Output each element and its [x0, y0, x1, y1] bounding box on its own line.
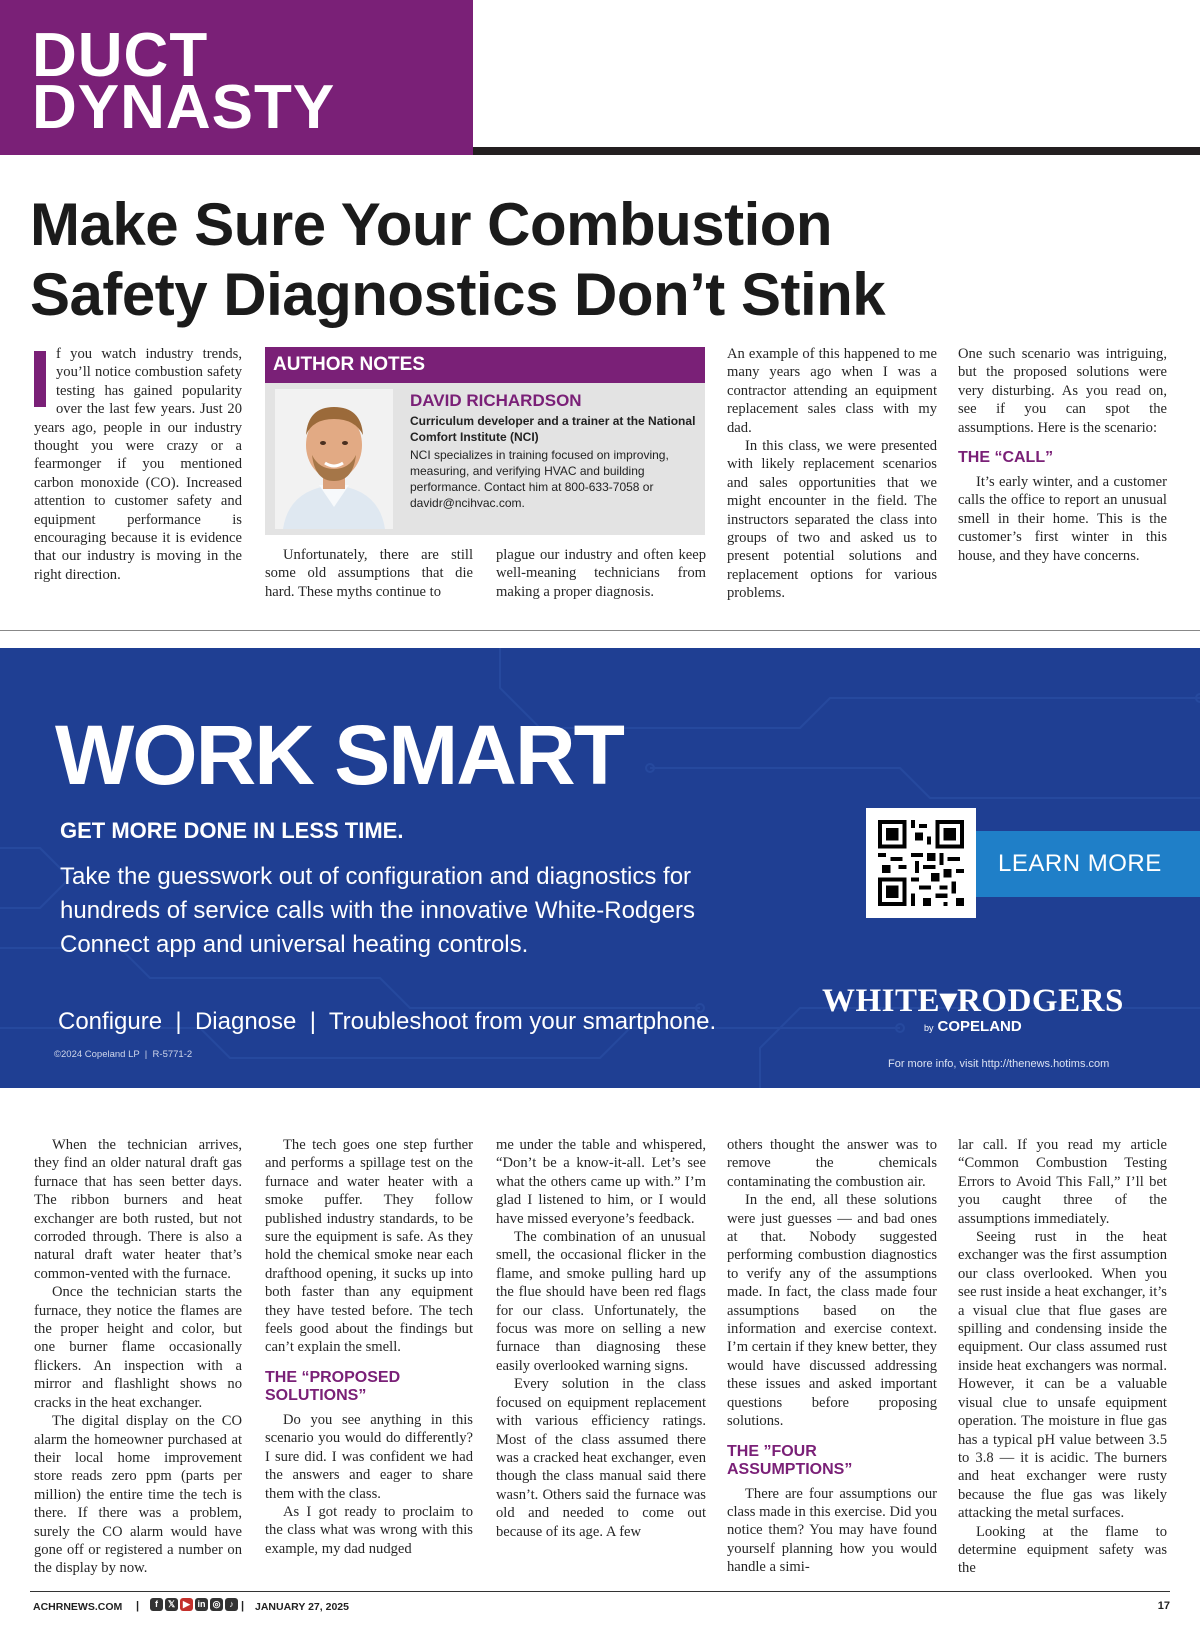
intro-column-3 [496, 546, 706, 601]
footer-rule [30, 1591, 1170, 1592]
author-notes-box [265, 347, 705, 535]
by-label: by [924, 1023, 934, 1033]
intro-paragraph: f you watch industry trends, you’ll notice combustion safety testing has gained popularity over the last few years. Just 20 years ago, people in our industry thought you were crazy or a fearmonger if you mentioned carbon monoxide (CO). Increased attention to customer safety and equipment performance is encouraging because it is evidence that our industry is moving in the right direction. [34, 346, 242, 583]
linkedin-icon[interactable]: in [195, 1598, 208, 1611]
body-paragraph: others thought the answer was to remove the chemicals contaminating the combustion air. [727, 1137, 937, 1190]
body-paragraph: Every solution in the class focused on equipment replacement with various efficiency ratings. Most of the class assumed there was a cracked heat exchanger, even though the class manual said there wasn’t. Others said the furnace was old and needed to come out because of its age. A few [496, 1376, 706, 1540]
subhead-the-call: THE “CALL” [958, 449, 1054, 467]
tiktok-icon[interactable]: ♪ [225, 1598, 238, 1611]
subhead-proposed-solutions: THE “PROPOSED SOLUTIONS” [265, 1368, 401, 1404]
x-icon[interactable]: 𝕏 [165, 1598, 178, 1611]
intro-paragraph: plague our industry and often keep well-meaning technicians from making a proper diagnosis. [496, 547, 706, 600]
qr-code[interactable] [866, 808, 976, 918]
page-footer [33, 1598, 1170, 1618]
body-paragraph: lar call. If you read my article “Common Combustion Testing Errors to Avoid This Fall,” I’ll bet you caught three of the assumptions immediately. [958, 1137, 1167, 1227]
body-column-1 [34, 1136, 242, 1578]
intro-column-2 [265, 546, 473, 601]
page-number: 17 [1157, 1600, 1170, 1612]
intro-paragraph: An example of this happened to me many years ago when I was a contractor attending an equipment replacement sales class with my dad. [727, 346, 937, 436]
body-column-2 [265, 1136, 473, 1558]
ad-tagline: GET MORE DONE IN LESS TIME. [60, 818, 404, 843]
intro-column-5 [958, 345, 1167, 565]
ad-info-link[interactable]: For more info, visit http://thenews.hotims.com [888, 1058, 1110, 1070]
intro-paragraph: It’s early winter, and a customer calls the office to report an unusual smell in their home. This is the customer’s first winter in this house, and they have concerns. [958, 474, 1167, 564]
body-paragraph: The tech goes one step further and performs a spillage test on the furnace and water heater with a smoke puffer. They follow published industry standards, to be sure the equipment is safe. As they hold the chemical smoke near each drafthood opening, it sucks up into both faster than any equipment they have tested before. The tech feels good about the findings but can’t explain the smell. [265, 1137, 473, 1356]
footer-site[interactable]: ACHRNEWS.COM [33, 1601, 123, 1613]
section-title-line2: DYNASTY [32, 73, 336, 142]
header-rule [473, 147, 1200, 155]
subhead-four-assumptions: THE ”FOUR ASSUMPTIONS” [727, 1442, 853, 1478]
footer-date: JANUARY 27, 2025 [255, 1601, 349, 1613]
social-icons [150, 1598, 238, 1611]
body-column-5 [958, 1136, 1167, 1578]
body-paragraph: There are four assumptions our class made in this exercise. Did you notice them? You may have found yourself planning how you would handle a simi- [727, 1485, 937, 1576]
intro-paragraph: In this class, we were presented with likely replacement scenarios and sales opportunities that we might encounter in the field. The instructors separated the class into groups of two and asked us to present potential solutions and replacement options for various problems. [727, 438, 937, 602]
ad-body: Take the guesswork out of configuration and diagnostics for hundreds of service calls with the innovative White-Rodgers Connect app and universal heating controls. [60, 863, 695, 958]
body-paragraph: Looking at the flame to determine equipment safety was the [958, 1523, 1167, 1577]
learn-more-button[interactable]: LEARN MORE [976, 831, 1200, 897]
author-notes-header: AUTHOR NOTES [265, 347, 705, 383]
footer-separator: | [241, 1600, 245, 1612]
section-banner [0, 0, 473, 155]
author-name: DAVID RICHARDSON [410, 391, 582, 410]
author-role: Curriculum developer and a trainer at the National Comfort Institute (NCI) [410, 414, 696, 444]
ad-headline: WORK SMART [55, 708, 623, 802]
body-column-3 [496, 1136, 706, 1541]
intro-paragraph: One such scenario was intriguing, but the proposed solutions were very disturbing. As you read on, see if you can spot the assumptions. Here is the scenario: [958, 346, 1167, 436]
body-column-4 [727, 1136, 937, 1577]
body-paragraph: When the technician arrives, they find an older natural draft gas furnace that has seen better days. The ribbon burners and heat exchanger are both rusted, but not corroded through. There is also a natural draft water heater that’s common-vented with the furnace. [34, 1137, 242, 1282]
section-divider [0, 630, 1200, 631]
body-paragraph: In the end, all these solutions were just guesses — and bad ones at that. Nobody suggested performing combustion diagnostics to verify any of the assumptions made. In fact, the class made four assumptions based on the information and exercise context. I’m certain if they knew better, they would have discussed addressing these issues and asked important questions before proposing solutions. [727, 1192, 937, 1430]
body-paragraph: The digital display on the CO alarm the homeowner purchased at their local home improvement store reads zero ppm (parts per million) the entire time the tech is there. If there was a problem, surely the CO alarm would have gone off or registered a number on the display by now. [34, 1413, 242, 1577]
body-paragraph: The combination of an unusual smell, the occasional flicker in the flame, and smoke pulling hard up the flue should have been red flags for our class. Unfortunately, the focus was more on selling a new furnace than diagnosing these easily overlooked warning signs. [496, 1229, 706, 1374]
ad-copyright: ©2024 Copeland LP | R-5771-2 [54, 1049, 193, 1060]
ad-feature-strip: Configure | Diagnose | Troubleshoot from your smartphone. [58, 1008, 717, 1035]
headline-line2: Safety Diagnostics Don’t Stink [30, 261, 886, 328]
body-paragraph: Seeing rust in the heat exchanger was the first assumption our class overlooked. When you see rust inside a heat exchanger, it’s a visual clue that flue gases are spilling and condensing inside the equipment. Our class assumed rust inside heat exchangers was normal. However, it can be a valuable visual clue to unsafe equipment operation. The moisture in flue gas has a typical pH value between 3.5 to 3.8 — it is acidic. The burners and heat exchanger were rusty because the flue gas was likely attacking the metal surfaces. [958, 1229, 1167, 1522]
footer-separator: | [136, 1600, 140, 1612]
body-paragraph: Once the technician starts the furnace, they notice the flames are the proper height and color, but one burner flame occasionally flickers. An inspection with a mirror and flashlight shows no cracks in the heat exchanger. [34, 1284, 242, 1411]
body-paragraph: Do you see anything in this scenario you would do differently? I sure did. I was confident we had the answers and eager to share them with the class. [265, 1411, 473, 1502]
white-rodgers-logo: WHITE▾RODGERS [822, 983, 1124, 1019]
headline-line1: Make Sure Your Combustion [30, 191, 833, 258]
copeland-wordmark: COPELAND [937, 1018, 1022, 1035]
body-paragraph: As I got ready to proclaim to the class what was wrong with this example, my dad nudged [265, 1503, 473, 1557]
author-photo [275, 389, 393, 529]
instagram-icon[interactable]: ◎ [210, 1598, 223, 1611]
advertisement[interactable] [0, 648, 1200, 1088]
intro-column-1 [34, 345, 242, 584]
intro-paragraph: Unfortunately, there are still some old assumptions that die hard. These myths continue to [265, 547, 473, 600]
body-paragraph: me under the table and whispered, “Don’t be a know-it-all. Let’s see what the others came up with.” I’m glad I listened to him, or I would have missed everyone’s feedback. [496, 1137, 706, 1227]
copeland-logo [924, 1018, 1022, 1035]
article-headline [30, 190, 1180, 330]
author-bio: NCI specializes in training focused on improving, measuring, and verifying HVAC and building performance. Contact him at 800-633-7058 or davidr@ncihvac.com. [410, 448, 669, 510]
section-title-line1: DUCT [32, 21, 209, 90]
intro-column-4 [727, 345, 937, 603]
drop-cap [34, 351, 46, 407]
youtube-icon[interactable]: ▶ [180, 1598, 193, 1611]
facebook-icon[interactable]: f [150, 1598, 163, 1611]
